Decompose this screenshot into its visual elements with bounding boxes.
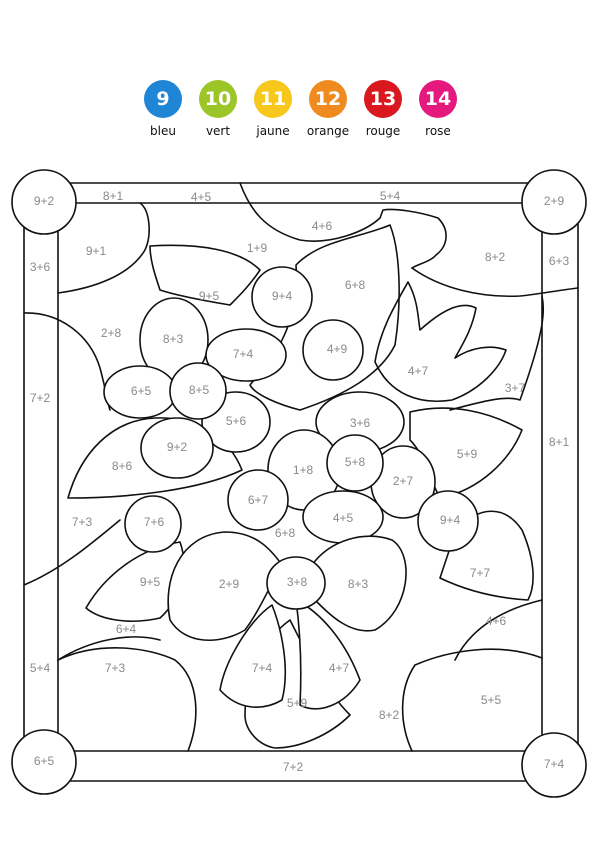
frame-label: 7+2 [29,391,51,406]
zone-label: 4+5 [332,511,354,526]
legend-color-name: orange [306,124,350,138]
frame-label: 6+3 [548,254,570,269]
legend-color-dot: 14 [419,80,457,118]
legend-color-dot: 9 [144,80,182,118]
legend-color-dot: 11 [254,80,292,118]
legend-color-dot: 10 [199,80,237,118]
zone-label: 5+5 [480,693,502,708]
frame-label: 4+5 [190,190,212,205]
zone-label: 5+6 [225,414,247,429]
corner-label-top-right: 2+9 [543,194,565,209]
corner-label-bottom-left: 6+5 [33,754,55,769]
zone-label: 8+2 [484,250,506,265]
legend-color-name: jaune [256,124,290,138]
zone-label: 7+3 [104,661,126,676]
zone-label: 8+3 [162,332,184,347]
corner-label-bottom-right: 7+4 [543,757,565,772]
zone-label: 6+4 [115,622,137,637]
zone-label: 9+5 [139,575,161,590]
zone-label: 3+7 [504,381,526,396]
legend-color-dot: 13 [364,80,402,118]
frame-label: 8+1 [548,435,570,450]
zone-label: 8+2 [378,708,400,723]
outline-bg-left-low [24,520,120,585]
zone-label: 7+7 [469,566,491,581]
zone-label: 4+9 [326,342,348,357]
zone-label: 9+5 [198,289,220,304]
zone-label: 4+6 [311,219,333,234]
corner-label-top-left: 9+2 [33,194,55,209]
legend-color-name: rose [425,124,451,138]
zone-label: 6+7 [247,493,269,508]
zone-label: 5+8 [344,455,366,470]
zone-label: 7+4 [251,661,273,676]
zone-label: 3+8 [286,575,308,590]
zone-label: 6+5 [130,384,152,399]
zone-label: 4+6 [485,614,507,629]
zone-label: 2+8 [100,326,122,341]
zone-label: 6+8 [274,526,296,541]
zone-label: 5+9 [286,696,308,711]
zone-label: 9+2 [166,440,188,455]
frame-label: 5+4 [379,189,401,204]
frame-label: 7+2 [282,760,304,775]
zone-label: 4+7 [407,364,429,379]
frame-label: 3+6 [29,260,51,275]
zone-label: 2+7 [392,474,414,489]
zone-label: 7+6 [143,515,165,530]
zone-label: 9+4 [439,513,461,528]
outline-bush-right [403,649,542,751]
zone-label: 1+8 [292,463,314,478]
zone-label: 4+7 [328,661,350,676]
frame-label: 8+1 [102,189,124,204]
outline-bg-top-right [412,268,578,296]
legend-color-name: rouge [365,124,401,138]
outline-top-arch [240,183,446,268]
zone-label: 7+3 [71,515,93,530]
zone-label: 8+6 [111,459,133,474]
legend-color-dot: 12 [309,80,347,118]
legend-color-name: bleu [150,124,176,138]
zone-label: 3+6 [349,416,371,431]
frame-label: 5+4 [29,661,51,676]
zone-label: 9+1 [85,244,107,259]
zone-label: 5+9 [456,447,478,462]
bow [168,532,406,748]
zone-label: 8+5 [188,383,210,398]
zone-label: 1+9 [246,241,268,256]
outline-tulip [375,282,506,401]
outline-bush-left [58,648,196,751]
zone-label: 7+4 [232,347,254,362]
zone-label: 8+3 [347,577,369,592]
zone-label: 2+9 [218,577,240,592]
zone-label: 9+4 [271,289,293,304]
legend-color-name: vert [205,124,231,138]
zone-label: 6+8 [344,278,366,293]
